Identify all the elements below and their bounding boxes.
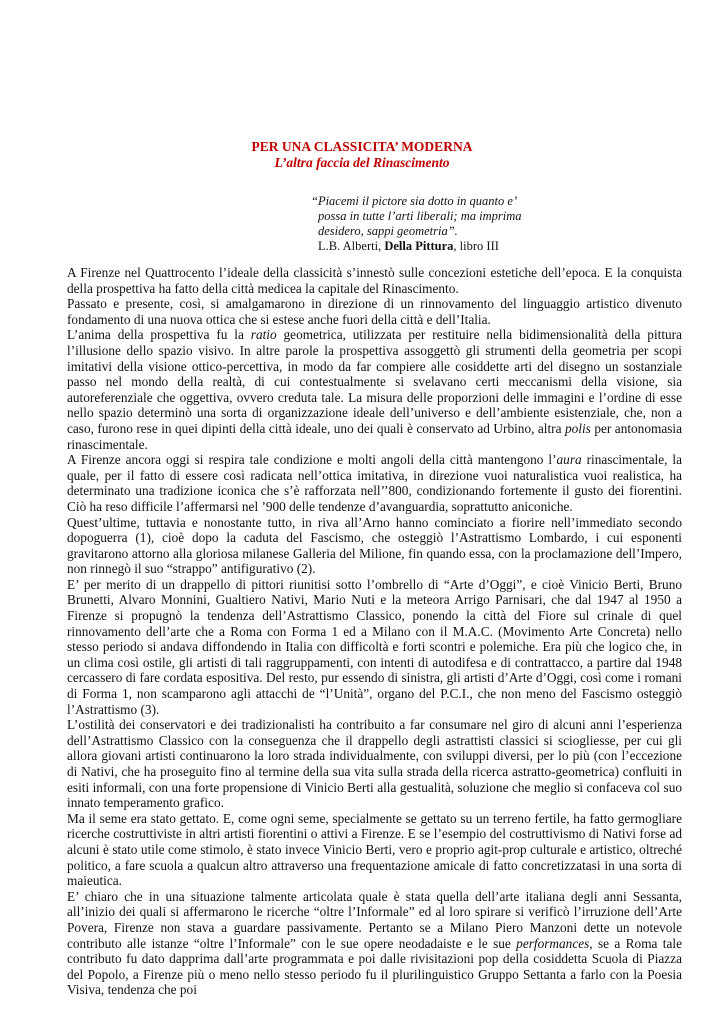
italic-term: polis bbox=[565, 420, 591, 436]
paragraph-text: A Firenze ancora oggi si respira tale condizione e molti angoli della città mantengono l’ bbox=[67, 452, 557, 468]
paragraph bbox=[67, 265, 682, 296]
italic-term: aura bbox=[556, 452, 582, 468]
paragraph-text: A Firenze nel Quattrocento l’ideale della classicità s’innestò sulle concezioni estetiche dell’epoca. E la conquista della prospettiva ha fatto della città medicea la capitale del Rinascimento. bbox=[67, 265, 682, 296]
paragraph bbox=[67, 577, 682, 717]
paragraph bbox=[67, 811, 682, 889]
quote-book: , libro III bbox=[453, 239, 499, 253]
paragraph bbox=[67, 327, 682, 452]
paragraph-text: L’ostilità dei conservatori e dei tradizionalisti ha contribuito a far consumare nel giro di alcuni anni l’esperienza dell’Astrattismo Classico con la conseguenza che il drappello degli astrattisti classici si sciogliesse, per cui gli allora giovani artisti continuarono la loro strada individualmente, con sviluppi diversi, per lo più (con l’eccezione di Nativi, che ha proseguito fino al termine della sua vita sulla strada della ricerca astratto-geometrica) confluiti in esiti informali, con una forte propensione di Vinicio Berti alla gestualità, soluzione che meglio si confaceva col suo innato temperamento grafico. bbox=[67, 717, 682, 811]
document-subtitle: L’altra faccia del Rinascimento bbox=[274, 155, 450, 170]
epigraph-quote bbox=[311, 194, 611, 254]
paragraph-text: Quest’ultime, tuttavia e nonostante tutto, in riva all’Arno hanno cominciato a fiorire nell’immediato secondo dopoguerra (1), cioè dopo la caduta del Fascismo, che osteggiò l’Astrattismo Lombardo, i cui esponenti gravitarono attorno alla gloriosa milanese Galleria del Milione, fin quando essa, con la proclamazione dell’Impero, non rinnegò il suo “strappo” antifigurativo (2). bbox=[67, 514, 682, 577]
quote-line-1: “Piacemi il pictore sia dotto in quanto e’ bbox=[311, 194, 518, 208]
paragraph-text: E’ per merito di un drappello di pittori riunitisi sotto l’ombrello di “Arte d’Oggi”, e cioè Vinicio Berti, Bruno Brunetti, Alvaro Monnini, Gualtiero Nativi, Mario Nuti e la meteora Arrigo Parnisari, che dal 1947 al 1950 a Firenze si propugnò la tendenza dell’Astrattismo Classico, ponendo la città del Fiore sul crinale di quel rinnovamento dell’arte che a Roma con Forma 1 ed a Milano con il M.A.C. (Movimento Arte Concreta) nello stesso periodo si andava diffondendo in Italia con difficoltà e forti scontri e polemiche. Era più che logico che, in un clima così ostile, gli artisti di tali raggruppamenti, con intenti di autodifesa e di contrattacco, a partire dal 1948 cercassero di fare cordata espositiva. Del resto, pur essendo di sinistra, gli artisti d’Arte d’Oggi, così come i romani di Forma 1, non scamparono agli attacchi de “l’Unità”, organo del P.C.I., che non meno del Fascismo osteggiò l’Astrattismo (3). bbox=[67, 576, 682, 717]
paragraph-text: rinascimentale, la quale, per il fatto di essere così radicata nell’ottica imitativa, in direzione vuoi naturalistica vuoi realistica, ha determinato una tradizione iconica che s’è rafforzata nell’’800, condizionando fortemente il gusto dei fiorentini. Ciò ha reso difficile l’affermarsi nel ’900 delle tendenze d’avanguardia, soprattutto aniconiche. bbox=[67, 452, 682, 514]
paragraph-text: L’anima della prospettiva fu la bbox=[67, 327, 251, 343]
paragraph bbox=[67, 717, 682, 811]
paragraph bbox=[67, 296, 682, 327]
document-title: PER UNA CLASSICITA’ MODERNA bbox=[251, 139, 473, 154]
paragraph-text: E’ chiaro che in una situazione talmente articolata quale è stata quella dell’arte italiana degli anni Sessanta, all’inizio dei quali si affermarono le ricerche “oltre l’Informale” ed al loro spirare si verificò l’irruzione dell’Arte Povera, Firenze non stava a guardare passivamente. Pertanto se a Milano Piero Manzoni dette un notevole contributo alle istanze “oltre l’Informale” con le sue opere neodadaiste e le sue bbox=[67, 888, 682, 951]
quote-author: L.B. Alberti, bbox=[318, 239, 385, 253]
paragraph bbox=[67, 515, 682, 577]
paragraph bbox=[67, 889, 682, 998]
paragraph bbox=[67, 452, 682, 514]
quote-line-2: possa in tutte l’arti liberali; ma imprima bbox=[318, 209, 522, 223]
paragraph-text: Passato e presente, così, si amalgamarono in direzione di un rinnovamento del linguaggio artistico divenuto fondamento di una nuova ottica che si estese anche fuori della città e dell’Italia. bbox=[67, 296, 682, 327]
body-text bbox=[67, 265, 682, 998]
italic-term: ratio bbox=[250, 327, 277, 343]
paragraph-text: per antonomasia rinascimentale. bbox=[67, 420, 682, 452]
paragraph-text: , se a Roma tale contributo fu dato dapprima dall’arte programmata e poi dalle rivisitazioni pop della cosiddetta Scuola di Piazza del Popolo, a Firenze più o meno nello stesso periodo fu il plurilinguistico Gruppo Settanta a farlo con la Poesia Visiva, tendenza che poi bbox=[67, 935, 682, 998]
quote-attribution bbox=[311, 239, 611, 254]
italic-term: performances bbox=[516, 935, 590, 951]
quote-line-3: desidero, sappi geometria”. bbox=[318, 224, 458, 238]
paragraph-text: Ma il seme era stato gettato. E, come ogni seme, specialmente se gettato su un terreno fertile, ha fatto germogliare ricerche costruttiviste in altri artisti fiorentini o attivi a Firenze. E se l’esempio del costruttivismo di Nativi forse ad alcuni è stato utile come stimolo, è stato invece Vinicio Berti, vero e proprio agit-prop culturale e artistico, oltreché politico, a fare scuola a qualcun altro attraverso una frequentazione amicale di fatto concretizzatasi in una sorta di maieutica. bbox=[67, 810, 682, 889]
quote-work-title: Della Pittura bbox=[384, 239, 454, 253]
paragraph-text: geometrica, utilizzata per restituire nella bidimensionalità della pittura l’illusione dello spazio visivo. In altre parole la prospettiva assoggettò gli strumenti della geometria per scopi imitativi della visione ottico-percettiva, in modo da far compiere alle cosiddette arti del disegno un sostanziale passo nel mondo della realtà, di cui contestualmente si svelavano certi meccanismi della visione, sia autoreferenziale che oggettiva, ovvero creduta tale. La misura delle proporzioni delle immagini e l’ordine di esse nello spazio determinò una sorta di organizzazione ideale dell’universo e dell’ambiente esistenziale, che, non a caso, furono rese in quei dipinti della città ideale, uno dei quali è conservato ad Urbino, altra bbox=[67, 327, 682, 436]
